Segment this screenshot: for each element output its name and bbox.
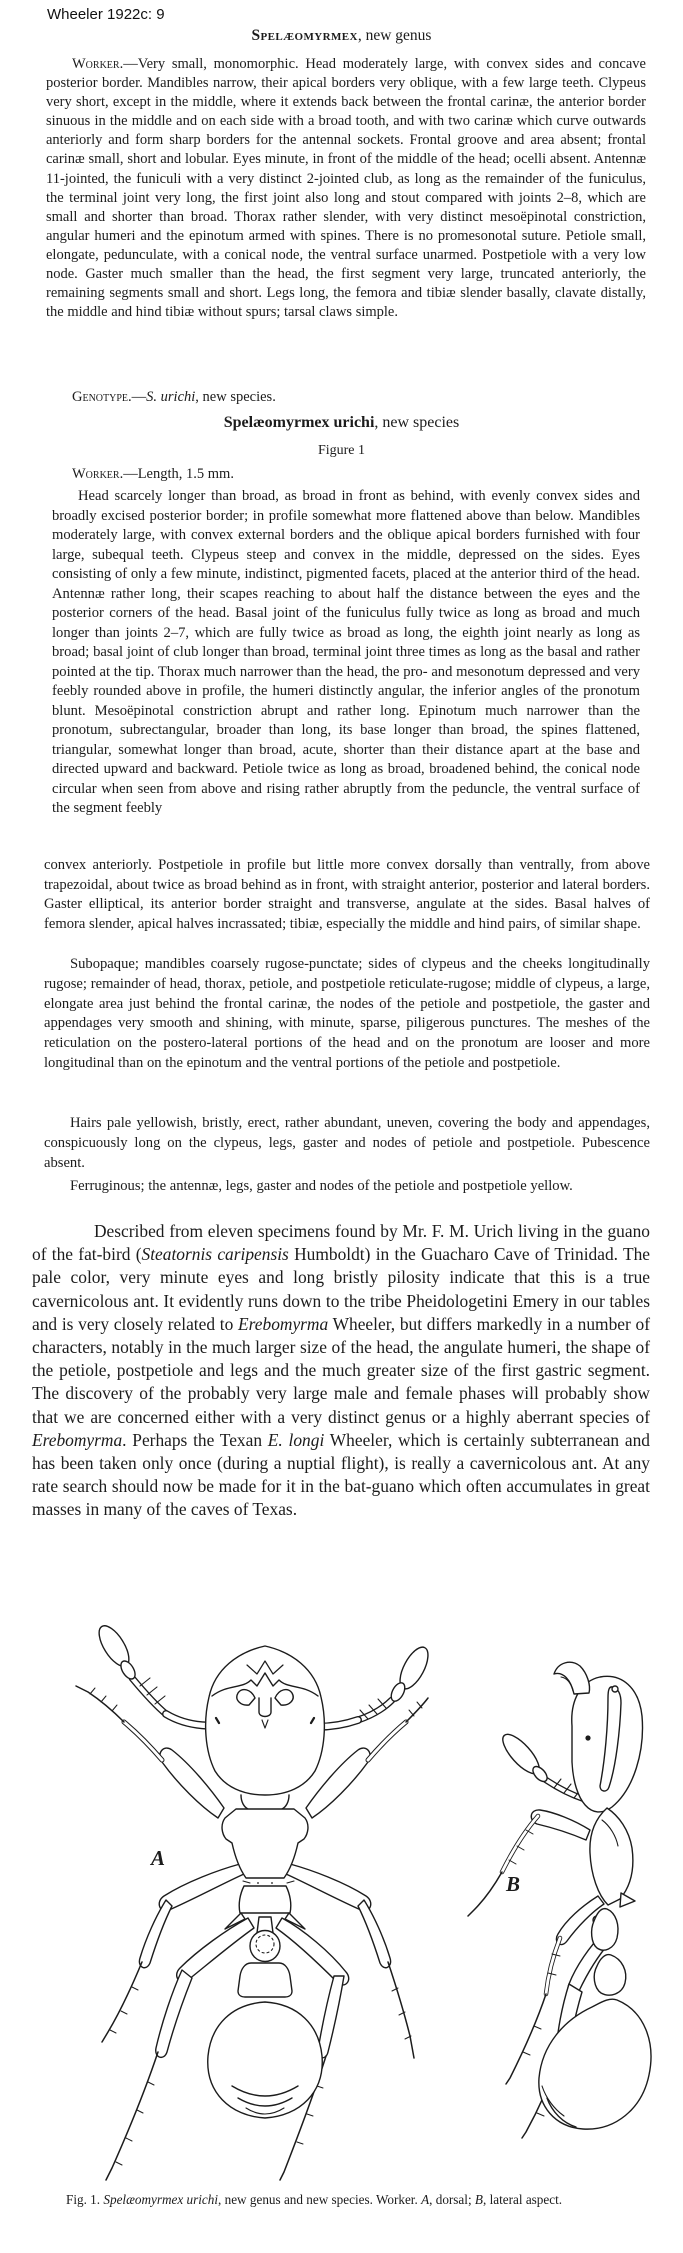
figure-1-illustration xyxy=(0,1600,683,2200)
species-description-paragraph-1: Head scarcely longer than broad, as broad in front as behind, with evenly convex sides and broadly excised posterior border; in profile somewhat more flattened above than below. Mandibles moderately large, with convex external borders and the oblique apical borders furnished with four large, subequal teeth. Clypeus steep and convex in the middle, depressed on the sides. Eyes consisting of only a few minute, indistinct, pigmented facets, placed at the anterior third of the head. Antennæ rather long, their scapes reaching to about half the distance between the eyes and the posterior corners of the head. Basal joint of the funiculus fully twice as long as broad and much longer than joints 2–7, which are fully twice as broad as long, the eighth joint nearly as long as broad; basal joint of club longer than broad, terminal joint three times as long as the basal and rather pointed at the tip. Thorax much narrower than the head, the pro- and mesonotum depressed and very feebly rounded above in profile, the humeri distinctly angular, the inferior angles of the pronotum blunt. Mesoëpinotal constriction abrupt and rather long. Epinotum much narrower than the pronotum, subrectangular, broader than long, its base longer than broad, the spines flattened, triangular, somewhat longer than broad, acute, shorter than their distance apart at the base and directed upward and backward. Petiole twice as long as broad, broadened behind, the conical node circular when seen from above and rising rather abruptly from the peduncle, the ventral surface of the segment feebly xyxy=(52,488,640,816)
species-description-paragraph-2: convex anteriorly. Postpetiole in profile but little more convex dorsally than ventrally, from above trapezoidal, about twice as broad behind as in front, with straight anterior, posterior and lateral borders. Gaster elliptical, its anterior border straight and transverse, angulate at the sides. Basal halves of femora slender, apical halves incrassated; tibiæ, especially the middle and hind pairs, of similar shape. xyxy=(44,857,650,932)
figure-label-a: A xyxy=(151,1846,166,1870)
lateral-postpetiole xyxy=(594,1955,626,1996)
lateral-thorax xyxy=(590,1808,633,1905)
figure-caption: Fig. 1. Spelæomyrmex urichi, new genus and new species. Worker. A, dorsal; B, lateral aspect. xyxy=(66,2192,563,2207)
citation-header: Wheeler 1922c: 9 xyxy=(47,6,165,23)
lateral-eye xyxy=(585,1735,590,1740)
species-heading: Spelæomyrmex urichi, new species xyxy=(223,414,460,431)
color-paragraph: Ferruginous; the antennæ, legs, gaster and nodes of the petiole and postpetiole yellow. xyxy=(70,1178,573,1194)
lateral-body xyxy=(539,1662,651,2129)
dorsal-postpetiole xyxy=(238,1963,292,1997)
genotype-line: Genotype.—S. urichi, new species. xyxy=(72,389,276,405)
ant-dorsal-view-drawing xyxy=(62,1612,434,2188)
lateral-petiole xyxy=(592,1909,618,1951)
sculpture-paragraph: Subopaque; mandibles coarsely rugose-punctate; sides of clypeus and the cheeks longitudinally rugose; remainder of head, thorax, petiole, and postpetiole reticulate-rugose; middle of clypeus, a large, elongate area just behind the frontal carinæ, the nodes of the petiole and postpetiole, the gaster and appendages very smooth and shining, with minute, sparse, piligerous punctures. The meshes of the reticulation on the postero-lateral portions of the head and on the pronotum are looser and more longitudinal than on the epinotum and the ventral portions of the petiole and postpetiole. xyxy=(44,956,650,1071)
genus-heading: Spelæomyrmex, new genus xyxy=(251,27,432,44)
ant-lateral-view-drawing xyxy=(420,1630,678,2152)
discussion-paragraph: Described from eleven specimens found by Mr. F. M. Urich living in the guano of the fat-bird (Steatornis caripensis Humboldt) in the Guacharo Cave of Trinidad. The pale color, very minute eyes and long bristly pilosity indicate that this is a true cavernicolous ant. It evidently runs down to the tribe Pheidologetini Emery in our tables and is very closely related to Erebomyrma Wheeler, but differs markedly in a number of characters, notably in the much larger size of the head, the angulate humeri, the shape of the petiole, postpetiole and legs and the much greater size of the first gastric segment. The discovery of the probably very large male and female phases will probably show that we are concerned either with a very distinct genus or a highly aberrant species of Erebomyrma. Perhaps the Texan E. longi Wheeler, which is certainly subterranean and has been taken only once (during a nuptial flight), is really a cavernicolous ant. At any rate search should now be made for it in the bat-guano which often accumulates in great masses in many of the caves of Texas. xyxy=(32,1221,651,1520)
dorsal-head xyxy=(206,1646,325,1795)
dorsal-gaster xyxy=(208,2002,322,2118)
figure-reference: Figure 1 xyxy=(317,443,366,458)
figure-label-b: B xyxy=(506,1872,521,1896)
worker-length-line: Worker.—Length, 1.5 mm. xyxy=(72,466,234,482)
lateral-mandible xyxy=(554,1662,590,1694)
lateral-antenna xyxy=(497,1729,584,1799)
pilosity-paragraph: Hairs pale yellowish, bristly, erect, rather abundant, uneven, covering the body and appendages, conspicuously long on the clypeus, legs, gaster and nodes of petiole and postpetiole. Pubescence absent. xyxy=(44,1115,650,1171)
dorsal-epinotum xyxy=(239,1886,291,1913)
genus-worker-description-paragraph: Worker.—Very small, monomorphic. Head moderately large, with convex sides and concave posterior border. Mandibles narrow, their apical borders very oblique, with a few large teeth. Clypeus very short, except in the middle, where it extends back between the frontal carinæ, the anterior border sinuous in the middle and on each side with a broad tooth, and with two carinæ which curve outwards anteriorly and form sharp borders for the antennal sockets. Frontal groove and area absent; frontal carinæ small, short and lobular. Eyes minute, in front of the middle of the head; ocelli absent. Antennæ 11-jointed, the funiculi with a very distinct 2-jointed club, as long as the remainder of the funiculus, the terminal joint very long, the first joint also long and stout compared with joints 2–8, which are small and shorter than broad. Thorax rather slender, with very distinct mesoëpinotal constriction, angular humeri and the epinotum armed with spines. There is no promesonotal suture. Petiole small, elongate, pedunculate, with a conical node, the ventral surface unarmed. Postpetiole with a very low node. Gaster much smaller than the head, the first segment very large, truncated anteriorly, the remaining segments small and short. Legs long, the femora and tibiæ slender basally, clavate distally, the middle and hind tibiæ without spurs; tarsal claws simple. xyxy=(46,56,646,321)
